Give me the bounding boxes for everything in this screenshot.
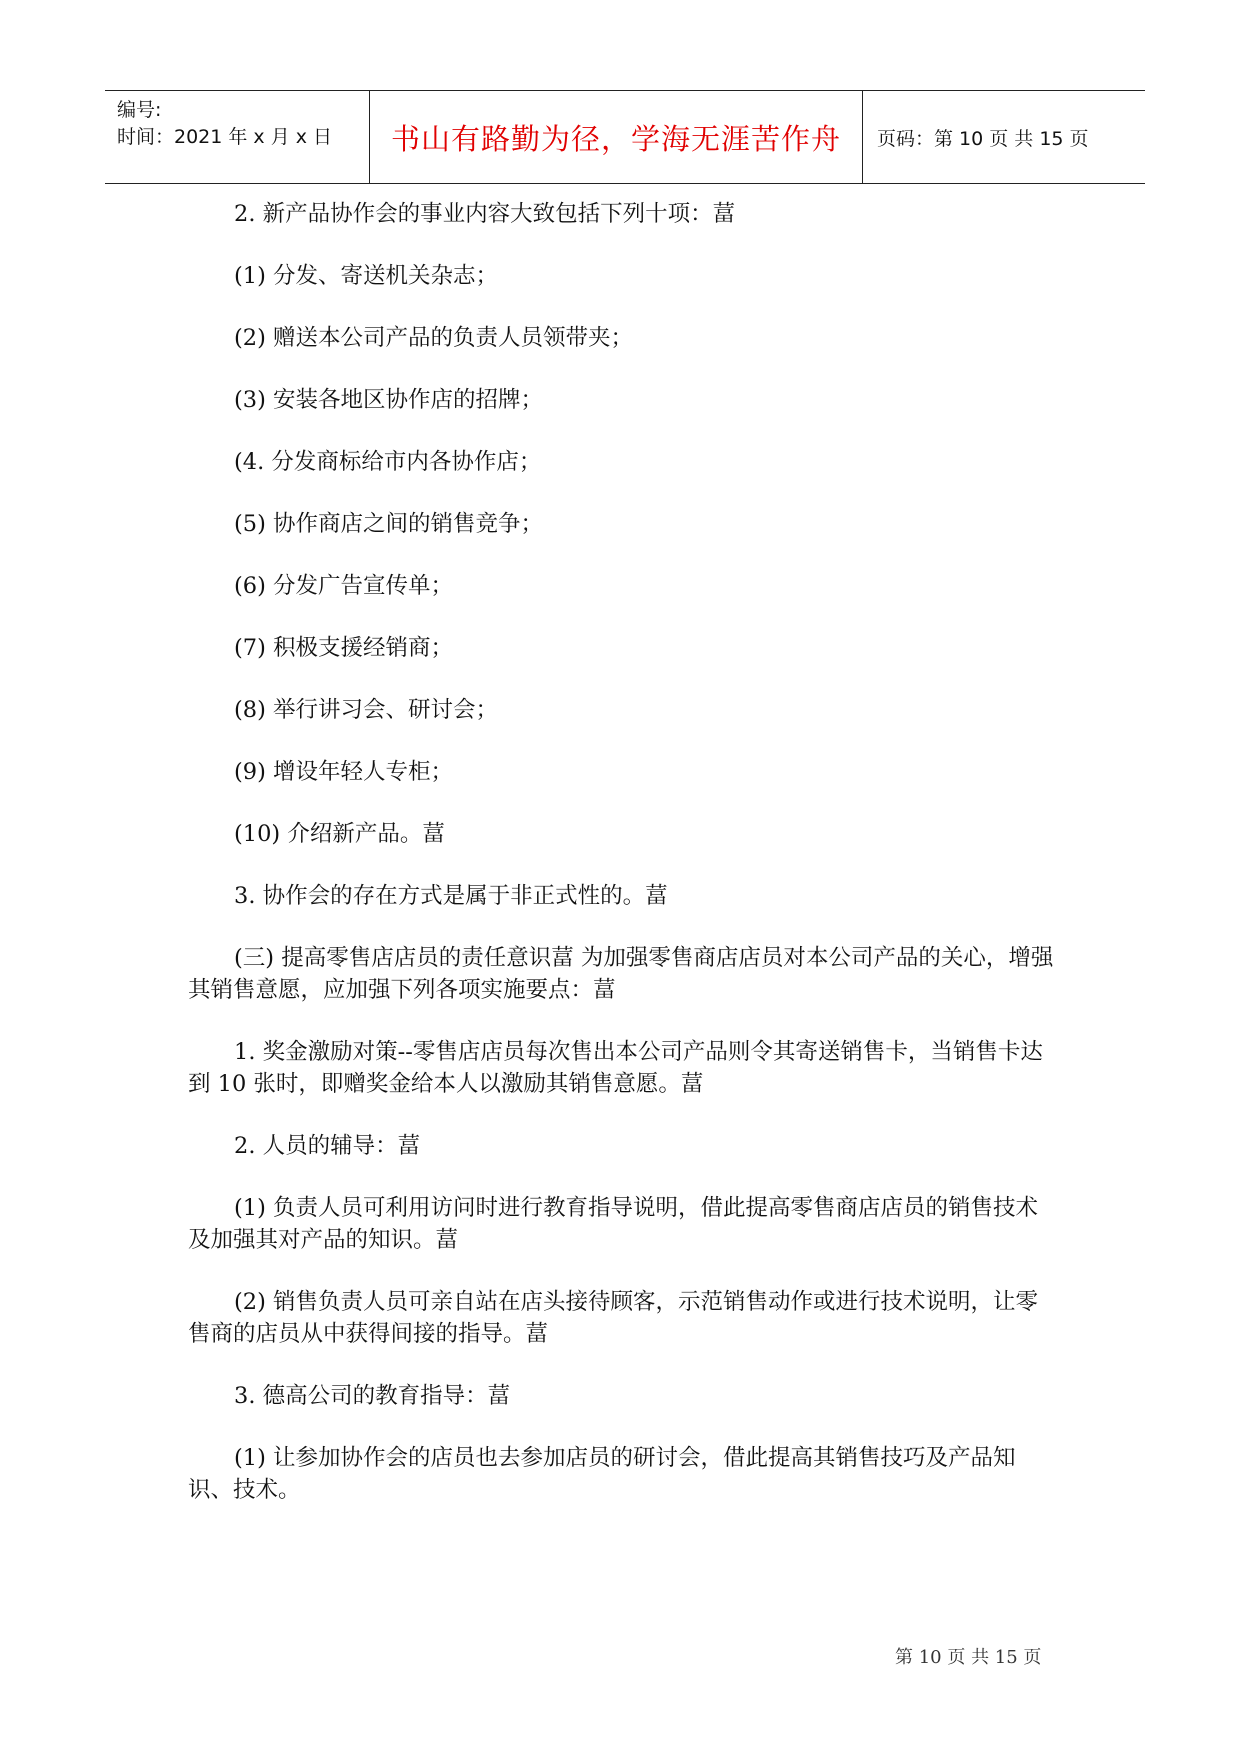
header-page-code: 页码：第 10 页 共 15 页 <box>877 127 1089 150</box>
paragraph: 3. 德高公司的教育指导：葍 <box>234 1383 511 1409</box>
header-left-cell <box>105 91 367 183</box>
paragraph: 2. 新产品协作会的事业内容大致包括下列十项：葍 <box>234 201 736 227</box>
paragraph: (4. 分发商标给市内各协作店； <box>234 449 542 475</box>
paragraph: (8) 举行讲习会、研讨会； <box>234 697 499 723</box>
paragraph: (1) 分发、寄送机关杂志； <box>234 263 499 289</box>
page-header <box>105 90 1145 184</box>
paragraph: (6) 分发广告宣传单； <box>234 573 454 599</box>
paragraph: 3. 协作会的存在方式是属于非正式性的。葍 <box>234 883 668 909</box>
paragraph: 2. 人员的辅导：葍 <box>234 1133 421 1159</box>
paragraph: (3) 安装各地区协作店的招牌； <box>234 387 544 413</box>
paragraph: (三) 提高零售店店员的责任意识葍 为加强零售商店店员对本公司产品的关心，增强其销售意愿，应加强下列各项实施要点：葍 <box>188 945 1054 1003</box>
paragraph: 1. 奖金激励对策--零售店店员每次售出本公司产品则令其寄送销售卡，当销售卡达到 10 张时，即赠奖金给本人以激励其销售意愿。葍 <box>188 1039 1043 1097</box>
paragraph: (2) 销售负责人员可亲自站在店头接待顾客，示范销售动作或进行技术说明，让零售商的店员从中获得间接的指导。葍 <box>188 1289 1039 1347</box>
page-footer: 第 10 页 共 15 页 <box>895 1647 1042 1668</box>
paragraph: (2) 赠送本公司产品的负责人员领带夹； <box>234 325 634 351</box>
paragraph: (1) 让参加协作会的店员也去参加店员的研讨会，借此提高其销售技巧及产品知识、技术。 <box>188 1445 1016 1503</box>
document-body <box>188 198 1060 1536</box>
paragraph: (5) 协作商店之间的销售竞争； <box>234 511 544 537</box>
document-time-label: 时间：2021 年 x 月 x 日 <box>117 126 333 148</box>
paragraph: (10) 介绍新产品。葍 <box>234 821 445 847</box>
paragraph: (9) 增设年轻人专柜； <box>234 759 454 785</box>
document-number-label: 编号: <box>117 99 162 121</box>
header-motto-cell <box>369 91 863 183</box>
header-right-cell <box>863 91 1145 183</box>
header-motto: 书山有路勤为径，学海无涯苦作舟 <box>390 121 841 156</box>
paragraph: (1) 负责人员可利用访问时进行教育指导说明，借此提高零售商店店员的销售技术及加强其对产品的知识。葍 <box>188 1195 1039 1253</box>
paragraph: (7) 积极支援经销商； <box>234 635 454 661</box>
